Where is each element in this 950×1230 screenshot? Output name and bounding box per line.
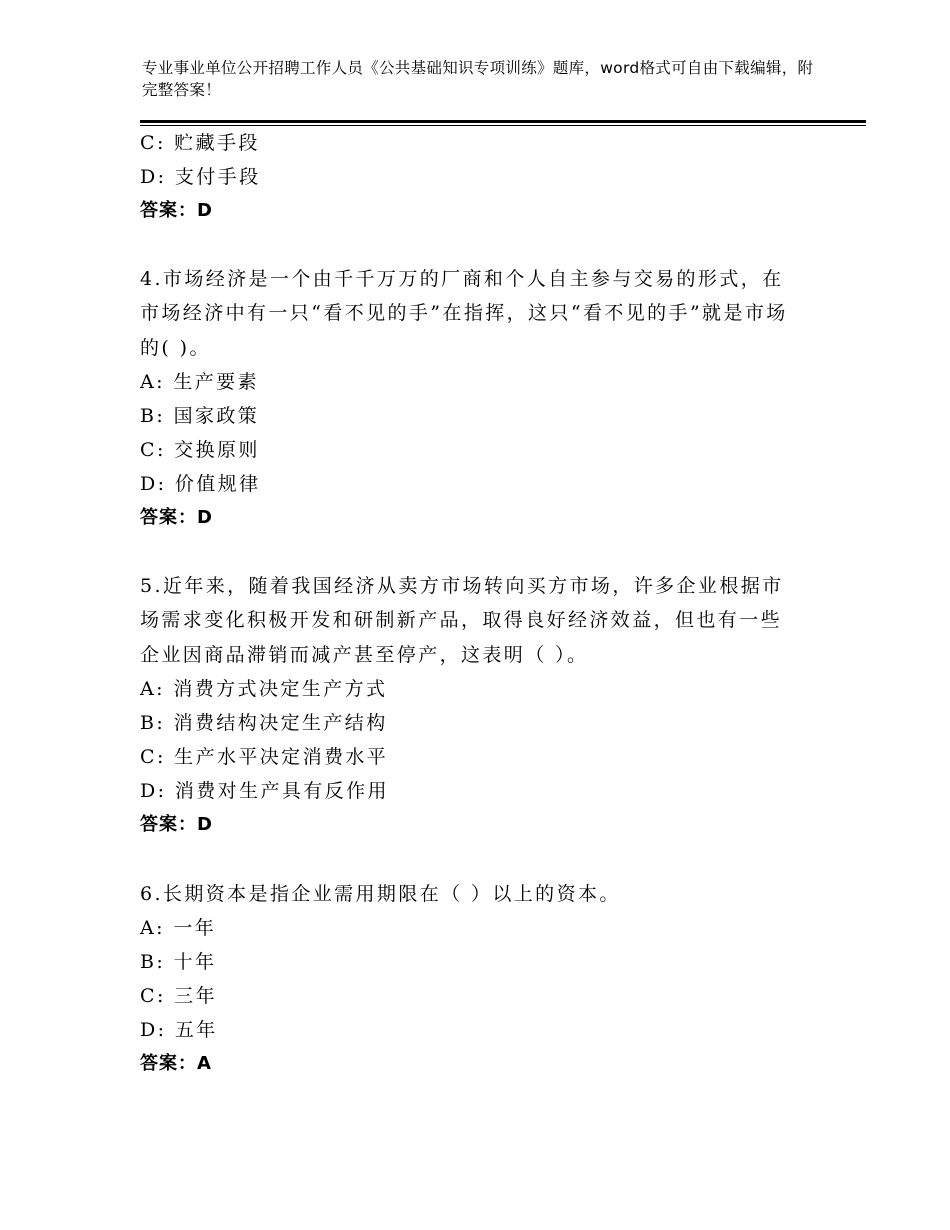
option-d: D: 支付手段 <box>140 166 261 188</box>
option-c: C: 交换原则 <box>140 439 260 461</box>
option-c: C: 贮藏手段 <box>140 132 260 154</box>
option-a: A: 一年 <box>140 917 217 939</box>
option-c: C: 三年 <box>140 985 217 1007</box>
answer-label: 答案：A <box>140 1053 212 1074</box>
question-5-text: 5.近年来，随着我国经济从卖方市场转向买方市场，许多企业根据市场需求变化积极开发和研制新产品，取得良好经济效益，但也有一些企业因商品滞销而减产甚至停产，这表明（ ）。 <box>140 575 784 666</box>
option-d: D: 五年 <box>140 1019 218 1041</box>
option-a: A: 生产要素 <box>140 371 259 393</box>
page-header: 专业事业单位公开招聘工作人员《公共基础知识专项训练》题库，word格式可自由下载编辑，附完整答案！ <box>142 59 814 99</box>
option-d: D: 价值规律 <box>140 473 261 495</box>
option-b: B: 十年 <box>140 951 217 973</box>
answer-label: 答案：D <box>140 200 213 221</box>
question-6-text: 6.长期资本是指企业需用期限在（ ）以上的资本。 <box>140 883 621 905</box>
option-d: D: 消费对生产具有反作用 <box>140 780 389 802</box>
option-c: C: 生产水平决定消费水平 <box>140 746 389 768</box>
answer-label: 答案：D <box>140 507 213 528</box>
option-b: B: 消费结构决定生产结构 <box>140 712 388 734</box>
question-4-text: 4.市场经济是一个由千千万万的厂商和个人自主参与交易的形式，在市场经济中有一只“看不见的手”在指挥，这只“看不见的手”就是市场的( )。 <box>140 268 788 359</box>
option-a: A: 消费方式决定生产方式 <box>140 678 388 700</box>
option-b: B: 国家政策 <box>140 405 260 427</box>
answer-label: 答案：D <box>140 814 213 835</box>
